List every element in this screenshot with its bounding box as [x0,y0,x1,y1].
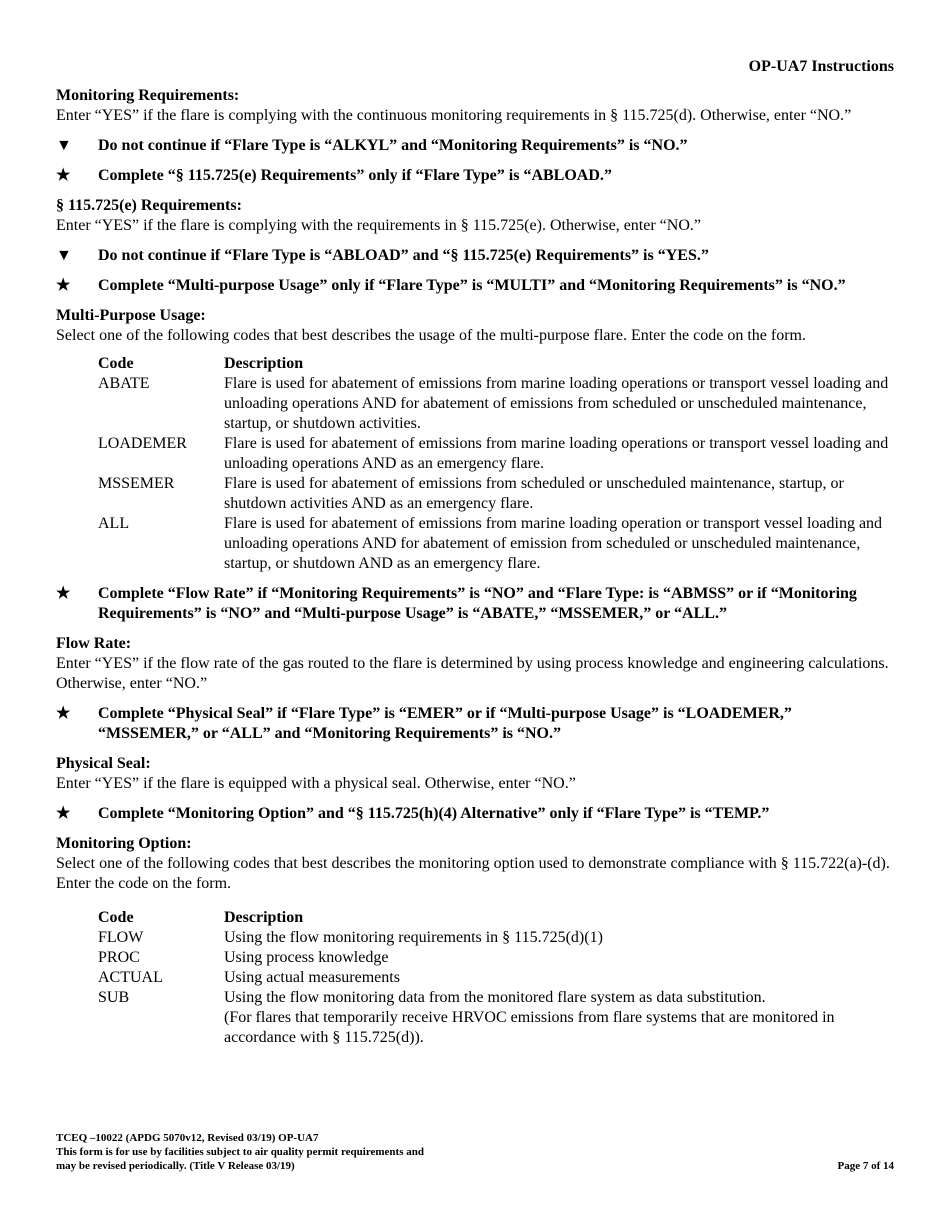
triangle-down-icon: ▼ [56,137,72,154]
instruction-bullet-3 [56,246,896,266]
table-row [98,988,896,1048]
description-cell: Using the flow monitoring requirements in § 115.725(d)(1) [224,929,603,946]
code-cell: ABATE [98,375,150,392]
document-body [56,86,896,1048]
description-cell: Flare is used for abatement of emissions from marine loading operations or transport vessel loading and unloading operations AND for abatement of emissions from scheduled or unscheduled maintenance, startup, or shutdown activities. [224,375,889,432]
monitoring-requirements-text: Enter “YES” if the flare is complying with the continuous monitoring requirements in § 115.725(d). Otherwise, enter “NO.” [56,107,852,124]
instruction-text: Complete “Monitoring Option” and “§ 115.725(h)(4) Alternative” only if “Flare Type” is “TEMP.” [98,805,770,822]
instruction-text: Complete “Multi-purpose Usage” only if “Flare Type” is “MULTI” and “Monitoring Requirements” is “NO.” [98,277,846,294]
table-header-row [98,908,896,928]
code-cell: SUB [98,989,130,1006]
table-row [98,474,896,514]
page-number: Page 7 of 14 [837,1160,894,1172]
e-requirements-text: Enter “YES” if the flare is complying with the requirements in § 115.725(e). Otherwise, enter “NO.” [56,217,701,234]
triangle-down-icon: ▼ [56,247,72,264]
description-cell: Using actual measurements [224,969,400,986]
form-note-line: This form is for use by facilities subject to air quality permit requirements and [56,1146,424,1158]
description-cell: Flare is used for abatement of emissions from marine loading operation or transport vessel loading and unloading operations AND for abatement of emission from scheduled or unscheduled maintenance, startup, or shutdown AND as an emergency flare. [224,515,883,572]
description-cell: Using process knowledge [224,949,389,966]
instruction-bullet-1 [56,136,896,156]
multi-purpose-section [56,306,896,574]
description-cell [224,988,896,1048]
code-cell: LOADEMER [98,435,187,452]
instruction-bullet-2 [56,166,896,186]
description-column-header: Description [224,355,304,372]
description-note: (For flares that temporarily receive HRVOC emissions from flare systems that are monitored in accordance with § 115.725(d)). [224,1009,835,1046]
form-footer [56,1131,424,1173]
monitoring-requirements-heading: Monitoring Requirements: [56,87,240,104]
code-column-header: Code [98,355,134,372]
code-cell: MSSEMER [98,475,175,492]
instruction-text: Complete “Physical Seal” if “Flare Type” is “EMER” or if “Multi-purpose Usage” is “LOADEMER,” “MSSEMER,” or “ALL” and “Monitoring Requirements” is “NO.” [98,705,792,742]
table-row [98,434,896,474]
instruction-text: Do not continue if “Flare Type is “ABLOAD” and “§ 115.725(e) Requirements” is “YES.” [98,247,709,264]
form-id-line: TCEQ –10022 (APDG 5070v12, Revised 03/19) OP-UA7 [56,1132,319,1144]
monitoring-option-section [56,834,896,1048]
instruction-bullet-7 [56,804,896,824]
multi-purpose-code-table [98,354,896,574]
star-icon: ★ [56,167,71,184]
description-line: Using the flow monitoring data from the monitored flare system as data substitution. [224,989,766,1006]
code-cell: ALL [98,515,130,532]
table-row [98,374,896,434]
flow-rate-section [56,634,896,694]
table-row [98,968,896,988]
monitoring-option-heading: Monitoring Option: [56,835,192,852]
table-row [98,948,896,968]
document-header-title: OP-UA7 Instructions [748,58,894,75]
flow-rate-heading: Flow Rate: [56,635,132,652]
star-icon: ★ [56,277,71,294]
code-column-header: Code [98,909,134,926]
instruction-bullet-4 [56,276,896,296]
physical-seal-text: Enter “YES” if the flare is equipped with a physical seal. Otherwise, enter “NO.” [56,775,576,792]
physical-seal-heading: Physical Seal: [56,755,151,772]
code-cell: FLOW [98,929,144,946]
instruction-bullet-6 [56,704,896,744]
instruction-text: Complete “§ 115.725(e) Requirements” only if “Flare Type” is “ABLOAD.” [98,167,612,184]
instruction-text: Do not continue if “Flare Type is “ALKYL” and “Monitoring Requirements” is “NO.” [98,137,688,154]
e-requirements-heading: § 115.725(e) Requirements: [56,197,242,214]
code-cell: PROC [98,949,140,966]
instruction-text: Complete “Flow Rate” if “Monitoring Requirements” is “NO” and “Flare Type: is “ABMSS” or if “Monitoring Requirements” is “NO” and “Multi-purpose Usage” is “ABATE,” “MSSEMER,” or “ALL.” [98,585,857,622]
monitoring-option-code-table [98,908,896,1048]
instruction-bullet-5 [56,584,896,624]
description-cell: Flare is used for abatement of emissions from marine loading operations or transport vessel loading and unloading operations AND as an emergency flare. [224,435,889,472]
table-row [98,928,896,948]
star-icon: ★ [56,585,71,602]
star-icon: ★ [56,705,71,722]
monitoring-option-text: Select one of the following codes that best describes the monitoring option used to demonstrate compliance with § 115.722(a)-(d). Enter the code on the form. [56,855,890,892]
flow-rate-text: Enter “YES” if the flow rate of the gas routed to the flare is determined by using process knowledge and engineering calculations. Otherwise, enter “NO.” [56,655,889,692]
star-icon: ★ [56,805,71,822]
form-note-line: may be revised periodically. (Title V Release 03/19) [56,1160,295,1172]
description-cell: Flare is used for abatement of emissions from scheduled or unscheduled maintenance, startup, or shutdown activities AND as an emergency flare. [224,475,844,512]
multi-purpose-heading: Multi-Purpose Usage: [56,307,206,324]
description-column-header: Description [224,909,304,926]
table-row [98,514,896,574]
table-header-row [98,354,896,374]
monitoring-requirements-section [56,86,896,126]
code-cell: ACTUAL [98,969,163,986]
e-requirements-section [56,196,896,236]
multi-purpose-text: Select one of the following codes that best describes the usage of the multi-purpose flare. Enter the code on the form. [56,327,806,344]
physical-seal-section [56,754,896,794]
